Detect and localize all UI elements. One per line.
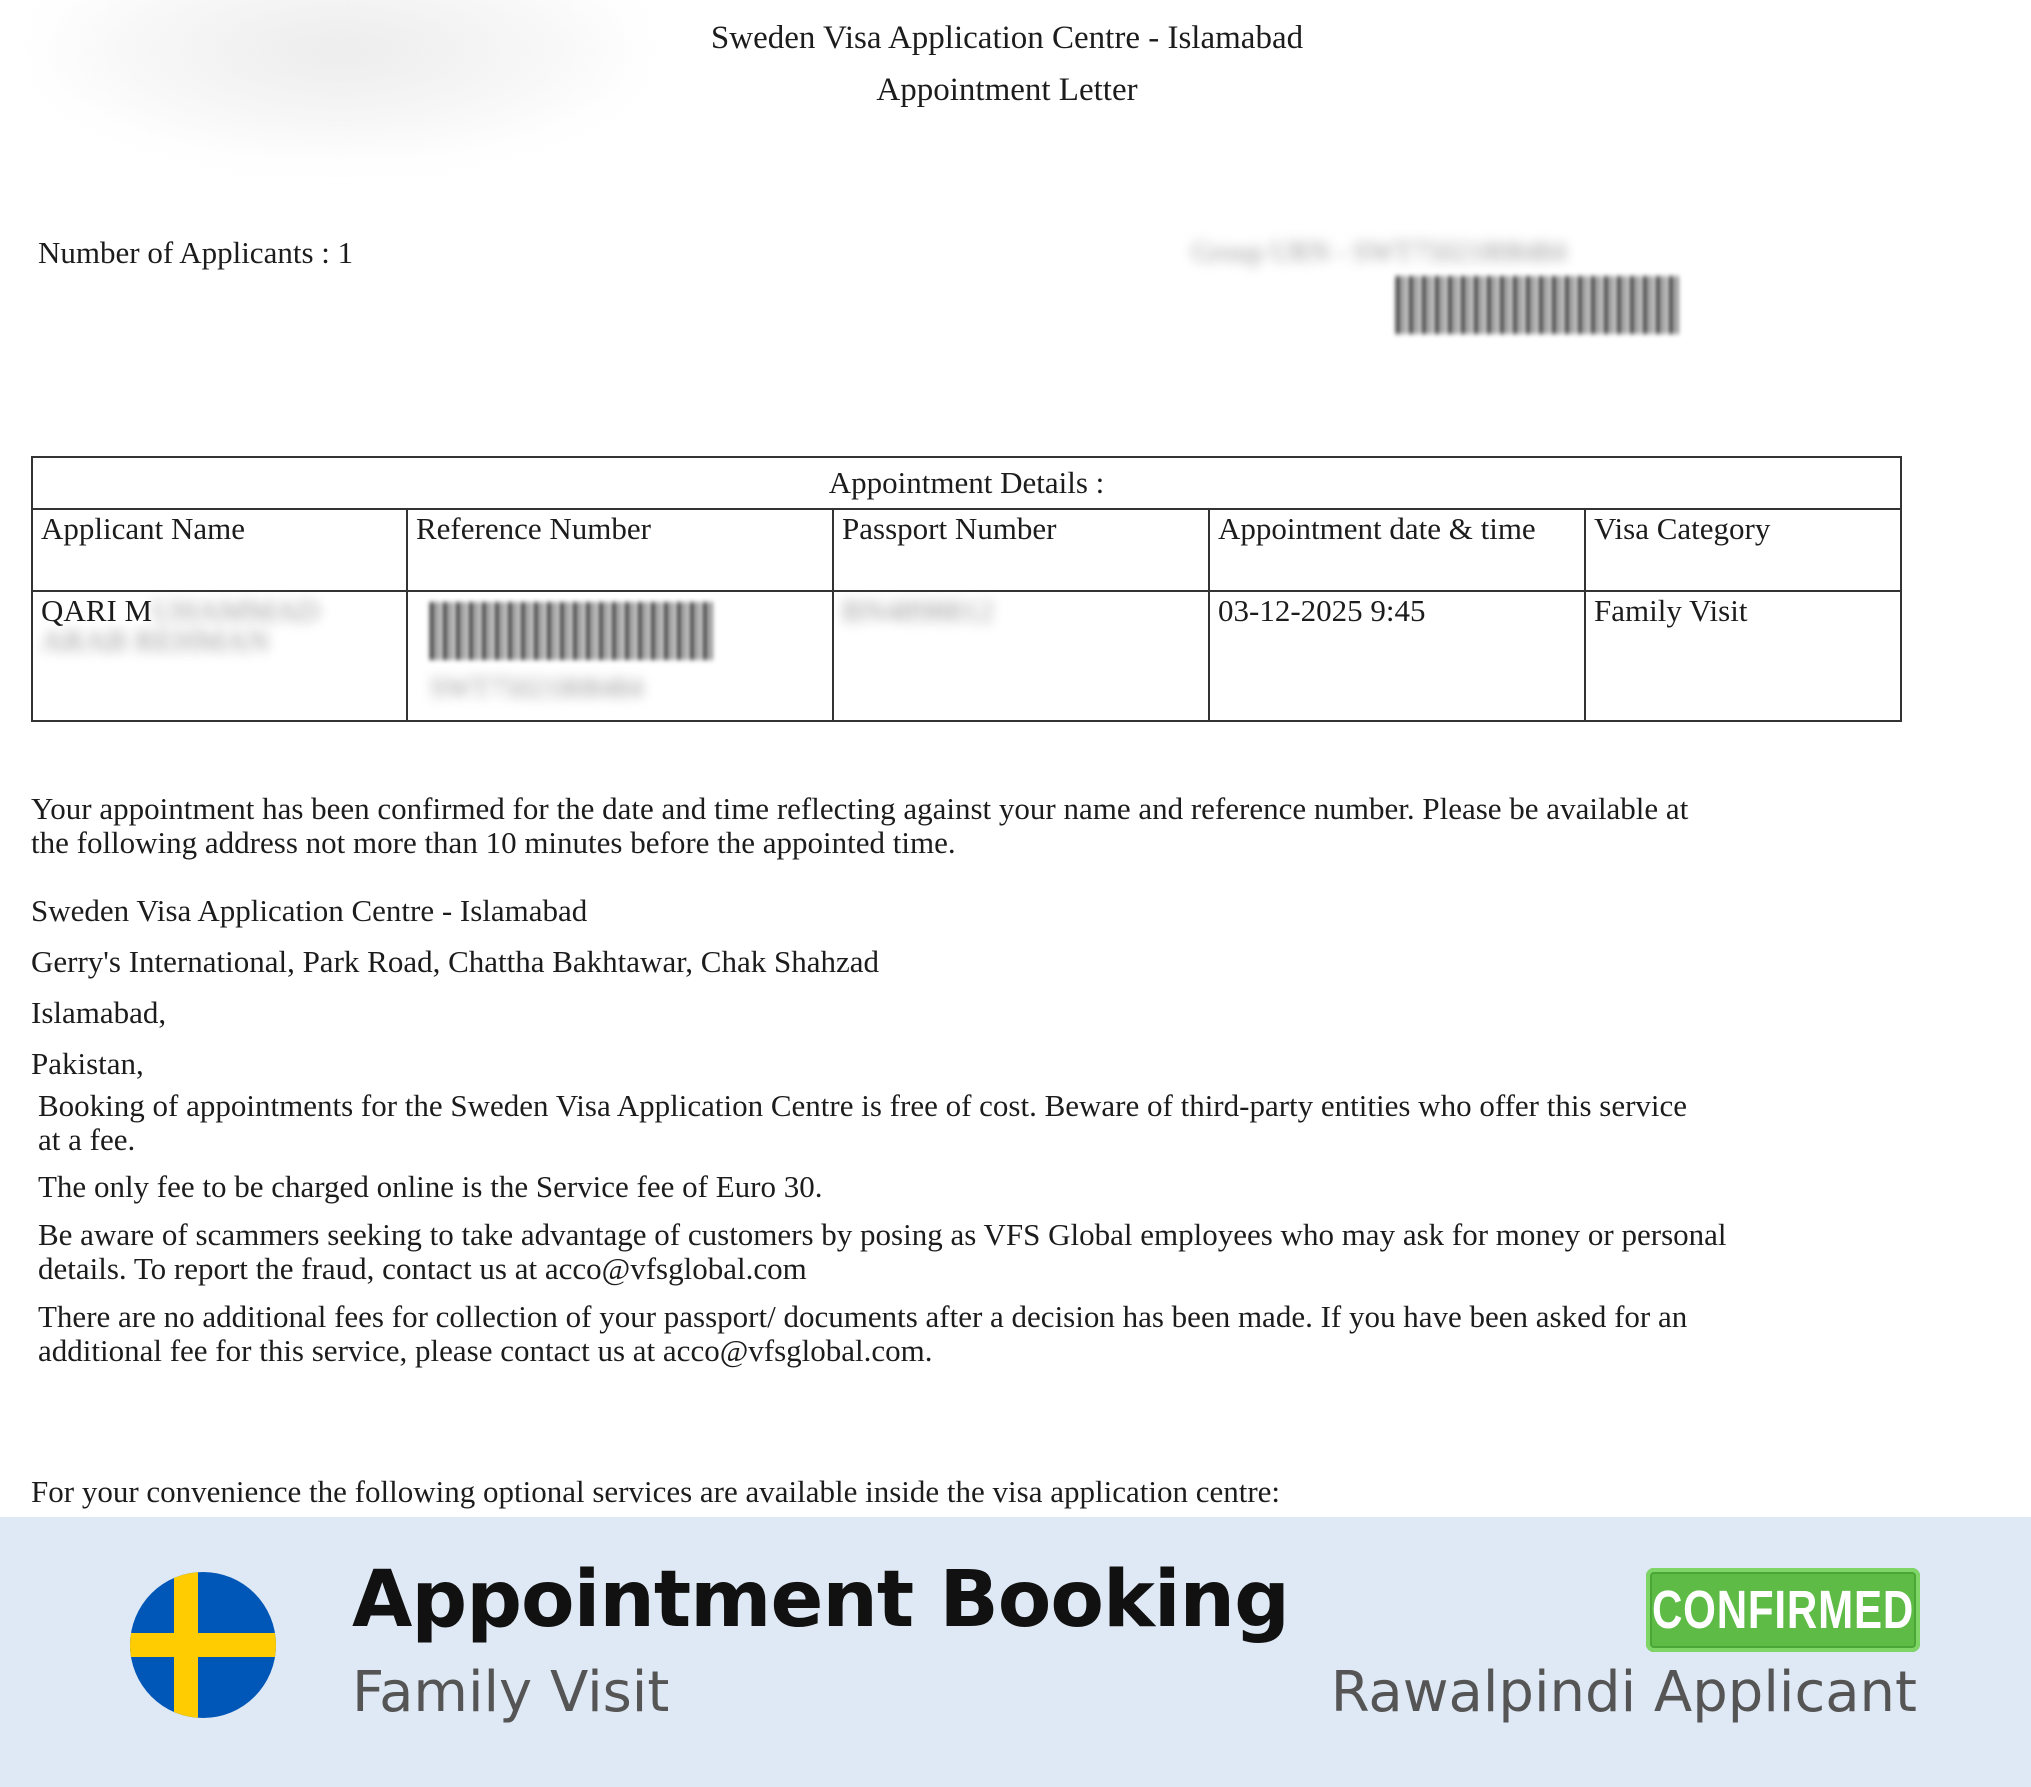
confirmation-text-line-2: the following address not more than 10 minutes before the appointed time. (31, 825, 956, 860)
applicant-name-visible: QARI M (41, 593, 153, 628)
address-line-1: Sweden Visa Application Centre - Islamabad (31, 893, 588, 928)
reference-barcode-redacted (430, 602, 716, 660)
reference-number-redacted: SWT75021808484 (430, 673, 644, 704)
notice-scammers-line-1: Be aware of scammers seeking to take advantage of customers by posing as VFS Global employees who may ask for money or personal (38, 1217, 1727, 1252)
banner-subtitle: Family Visit (352, 1660, 670, 1725)
notice-scammers-line-2: details. To report the fraud, contact us at acco@vfsglobal.com (38, 1251, 807, 1286)
status-badge (1646, 1568, 1920, 1652)
notice-no-fees-line-2: additional fee for this service, please contact us at acco@vfsglobal.com. (38, 1333, 933, 1368)
header-visa-category: Visa Category (1585, 509, 1901, 591)
notice-free-booking-line-2: at a fee. (38, 1122, 136, 1157)
notice-free-booking-line-1: Booking of appointments for the Sweden Visa Application Centre is free of cost. Beware of third-party entities who offer this service (38, 1088, 1688, 1123)
letter-title: Appointment Letter (876, 72, 1138, 108)
group-reference-redacted: Group URN - SWT75021808484 (1192, 237, 1567, 268)
header-appointment-datetime: Appointment date & time (1209, 509, 1585, 591)
cell-reference-number (407, 591, 833, 721)
address-line-4: Pakistan, (31, 1046, 144, 1081)
applicant-name-redacted-2: ARAB REHMAN (41, 623, 270, 658)
blurred-corner (40, 0, 640, 160)
status-badge-label: CONFIRMED (1651, 1580, 1915, 1640)
header-applicant-name: Applicant Name (32, 509, 407, 591)
optional-services-text: For your convenience the following optional services are available inside the visa application centre: (31, 1474, 1281, 1509)
address-line-3: Islamabad, (31, 995, 167, 1030)
sweden-flag-icon (130, 1572, 276, 1718)
header-reference-number: Reference Number (407, 509, 833, 591)
group-barcode-redacted (1396, 276, 1682, 334)
notice-no-fees-line-1: There are no additional fees for collection of your passport/ documents after a decision has been made. If you have been asked for an (38, 1299, 1688, 1334)
header-passport-number: Passport Number (833, 509, 1209, 591)
confirmation-text-line-1: Your appointment has been confirmed for the date and time reflecting against your name and reference number. Please be available at (31, 791, 1689, 826)
appointment-details-table (31, 456, 1902, 722)
passport-number-redacted: BN4898812 (842, 593, 994, 628)
cell-visa-category: Family Visit (1585, 591, 1901, 721)
table-caption: Appointment Details : (32, 457, 1901, 509)
applicant-name-redacted-1: UHAMMAD (152, 593, 320, 628)
cell-passport-number (833, 591, 1209, 721)
notice-service-fee: The only fee to be charged online is the Service fee of Euro 30. (38, 1169, 823, 1204)
cell-applicant-name (32, 591, 407, 721)
banner-title: Appointment Booking (352, 1555, 1289, 1645)
number-of-applicants: Number of Applicants : 1 (38, 235, 354, 270)
cell-appointment-datetime: 03-12-2025 9:45 (1209, 591, 1585, 721)
applicant-location: Rawalpindi Applicant (1330, 1660, 1917, 1725)
letter-centre-heading: Sweden Visa Application Centre - Islamabad (710, 20, 1304, 56)
address-line-2: Gerry's International, Park Road, Chattha Bakhtawar, Chak Shahzad (31, 944, 879, 979)
